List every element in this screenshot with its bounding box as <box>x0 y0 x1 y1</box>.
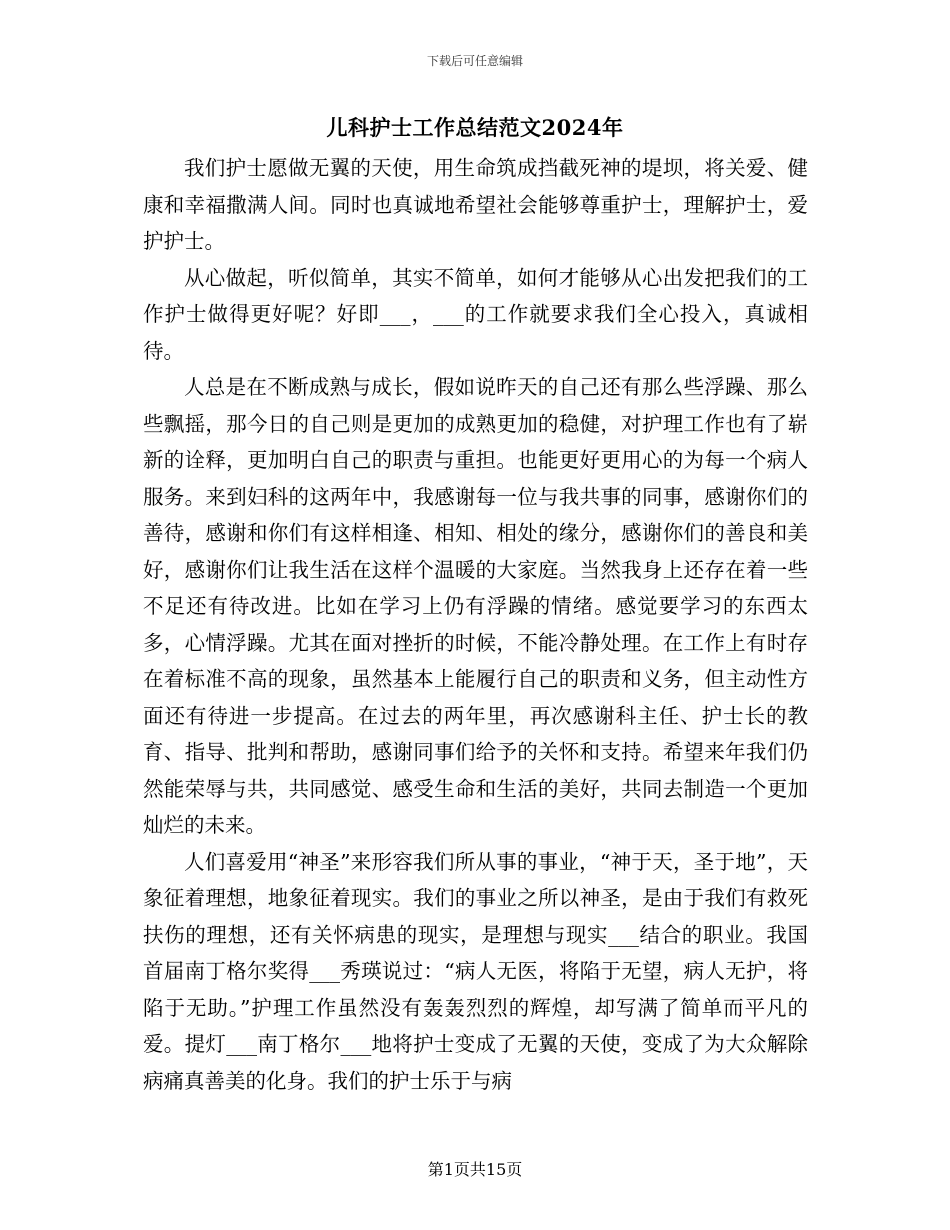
paragraph-2: 从心做起，听似简单，其实不简单，如何才能够从心出发把我们的工作护士做得更好呢？好即___，___的工作就要求我们全心投入，真诚相待。 <box>143 265 808 363</box>
document-title: 儿科护士工作总结范文2024年 <box>326 115 624 140</box>
paragraph-3: 人总是在不断成熟与成长，假如说昨天的自己还有那么些浮躁、那么些飘摇，那今日的自己则是更加的成熟更加的稳健，对护理工作也有了崭新的诠释，更加明白自己的职责与重担。也能更好更用心的为每一个病人服务。来到妇科的这两年中，我感谢每一位与我共事的同事，感谢你们的善待，感谢和你们有这样相逢、相知、相处的缘分，感谢你们的善良和美好，感谢你们让我生活在这样个温暖的大家庭。当然我身上还存在着一些不足还有待改进。比如在学习上仍有浮躁的情绪。感觉要学习的东西太多，心情浮躁。尤其在面对挫折的时候，不能冷静处理。在工作上有时存在着标准不高的现象，虽然基本上能履行自己的职责和义务，但主动性方面还有待进一步提高。在过去的两年里，再次感谢科主任、护士长的教育、指导、批判和帮助，感谢同事们给予的关怀和支持。希望来年我们仍然能荣辱与共，共同感觉、感受生命和生活的美好，共同去制造一个更加灿烂的未来。 <box>143 375 808 837</box>
document-body <box>143 150 808 1099</box>
paragraph-1: 我们护士愿做无翼的天使，用生命筑成挡截死神的堤坝，将关爱、健康和幸福撒满人间。同时也真诚地希望社会能够尊重护士，理解护士，爱护护士。 <box>143 156 808 253</box>
paragraph-4: 人们喜爱用“神圣”来形容我们所从事的事业，“神于天，圣于地”，天象征着理想，地象征着现实。我们的事业之所以神圣，是由于我们有救死扶伤的理想，还有关怀病患的现实，是理想与现实___结合的职业。我国首届南丁格尔奖得___秀瑛说过：“病人无医，将陷于无望，病人无护，将陷于无助。”护理工作虽然没有轰轰烈烈的辉煌，却写满了简单而平凡的爱。提灯___南丁格尔___地将护士变成了无翼的天使，变成了为大众解除病痛真善美的化身。我们的护士乐于与病 <box>143 849 808 1093</box>
page-header-note: 下载后可任意编辑 <box>426 54 523 68</box>
page-number: 第1页共15页 <box>427 1160 523 1179</box>
